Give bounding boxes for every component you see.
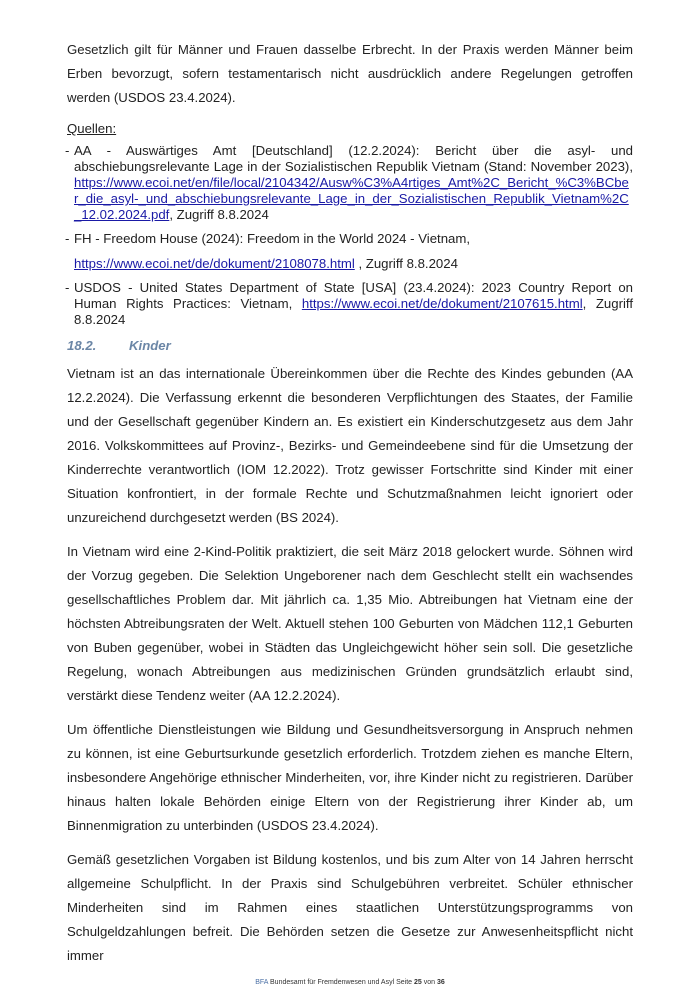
source-item	[67, 280, 633, 328]
paragraph: Um öffentliche Dienstleistungen wie Bildung und Gesundheitsversorgung in Anspruch nehmen zu können, ist eine Geburtsurkunde gesetzlich erforderlich. Trotzdem ziehen es manche Eltern, insbesondere Angehörige ethnischer Minderheiten, vor, ihre Kinder nicht zu registrieren. Darüber hinaus halten lokale Behörden einige Eltern von der Registrierung ihrer Kinder ab, um Binnenmigration zu unterbinden (USDOS 23.4.2024).	[67, 722, 633, 833]
sources-title: Quellen:	[67, 121, 117, 136]
source-text: USDOS - United States Department of State [USA] (23.4.2024): 2023 Country Report on Human Rights Practices: Vietnam,	[74, 280, 633, 311]
sources-list	[67, 143, 633, 328]
intro-paragraph: Gesetzlich gilt für Männer und Frauen dasselbe Erbrecht. In der Praxis werden Männer beim Erben bevorzugt, sofern testamentarisch nicht ausdrücklich andere Regelungen getroffen werden (USDOS 23.4.2024).	[67, 42, 633, 105]
paragraph: Vietnam ist an das internationale Übereinkommen über die Rechte des Kindes gebunden (AA 12.2.2024). Die Verfassung erkennt die besonderen Verpflichtungen des Staates, der Familie und der Gesellschaft gegenüber Kindern an. Es existiert ein Kinderschutzgesetz aus dem Jahr 2016. Volkskommittees auf Provinz-, Bezirks- und Gemeindeebene sind für die Umsetzung der Kinderrechte verantwortlich (IOM 12.2022). Trotz gewisser Fortschritte sind Kinder mit einer Situation konfrontiert, in der formale Rechte und Schutzmaßnahmen leicht ignoriert oder unzureichend durchgesetzt werden (BS 2024).	[67, 366, 633, 525]
footer-of: von	[421, 979, 437, 986]
source-text: FH - Freedom House (2024): Freedom in the World 2024 - Vietnam,	[74, 231, 471, 246]
page-footer	[0, 978, 700, 988]
source-access: , Zugriff 8.8.2024	[354, 256, 458, 271]
bfa-logo: BFA	[255, 979, 269, 986]
source-link[interactable]: https://www.ecoi.net/en/file/local/2104342/Ausw%C3%A4rtiges_Amt%2C_Bericht_%C3%BCber_die_asyl-_und_abschiebungsrelevante_Lage_in_der_Sozialistischen_Republik_Vietnam%2C_12.02.2024.pdf	[74, 175, 629, 222]
source-text: AA - Auswärtiges Amt [Deutschland] (12.2.2024): Bericht über die asyl- und abschiebungsrelevante Lage in der Sozialistischen Republik Vietnam (Stand: November 2023),	[74, 143, 633, 174]
section-number: 18.2.	[67, 338, 97, 353]
paragraph: In Vietnam wird eine 2-Kind-Politik praktiziert, die seit März 2018 gelockert wurde. Söhnen wird der Vorzug gegeben. Die Selektion Ungeborener nach dem Geschlecht stellt ein wachsendes gesellschaftliches Problem dar. Mit jährlich ca. 1,35 Mio. Abtreibungen hat Vietnam eine der höchsten Abtreibungsraten der Welt. Aktuell stehen 100 Geburten von Mädchen 112,1 Geburten von Buben gegenüber, wobei in Städten das Ungleichgewicht höher sein soll. Die gesetzliche Regelung, wonach Abtreibungen aus medizinischen Gründen grundsätzlich erlaubt sind, verstärkt diese Tendenz weiter (AA 12.2.2024).	[67, 544, 633, 703]
footer-text: Bundesamt für Fremdenwesen und Asyl Seite	[268, 979, 414, 986]
section-title: Kinder	[129, 338, 171, 353]
page-total: 36	[436, 979, 445, 986]
source-access: , Zugriff 8.8.2024	[169, 207, 269, 222]
source-link[interactable]: https://www.ecoi.net/de/dokument/2107615.html	[301, 296, 583, 311]
source-item	[67, 143, 633, 223]
paragraph: Gemäß gesetzlichen Vorgaben ist Bildung kostenlos, und bis zum Alter von 14 Jahren herrscht allgemeine Schulpflicht. In der Praxis sind Schulgebühren verbreitet. Schüler ethnischer Minderheiten sind im Rahmen eines staatlichen Unterstützungsprogramms von Schulgeldzahlungen befreit. Die Behörden setzen die Gesetze zur Anwesenheitspflicht nicht immer	[67, 852, 633, 963]
page-number: 25	[413, 979, 422, 986]
page-content	[67, 38, 633, 968]
section-heading	[67, 336, 633, 356]
source-item	[67, 231, 633, 272]
source-access: , Zugriff 8.8.2024	[74, 296, 634, 327]
source-link[interactable]: https://www.ecoi.net/de/dokument/2108078.html	[74, 256, 355, 271]
